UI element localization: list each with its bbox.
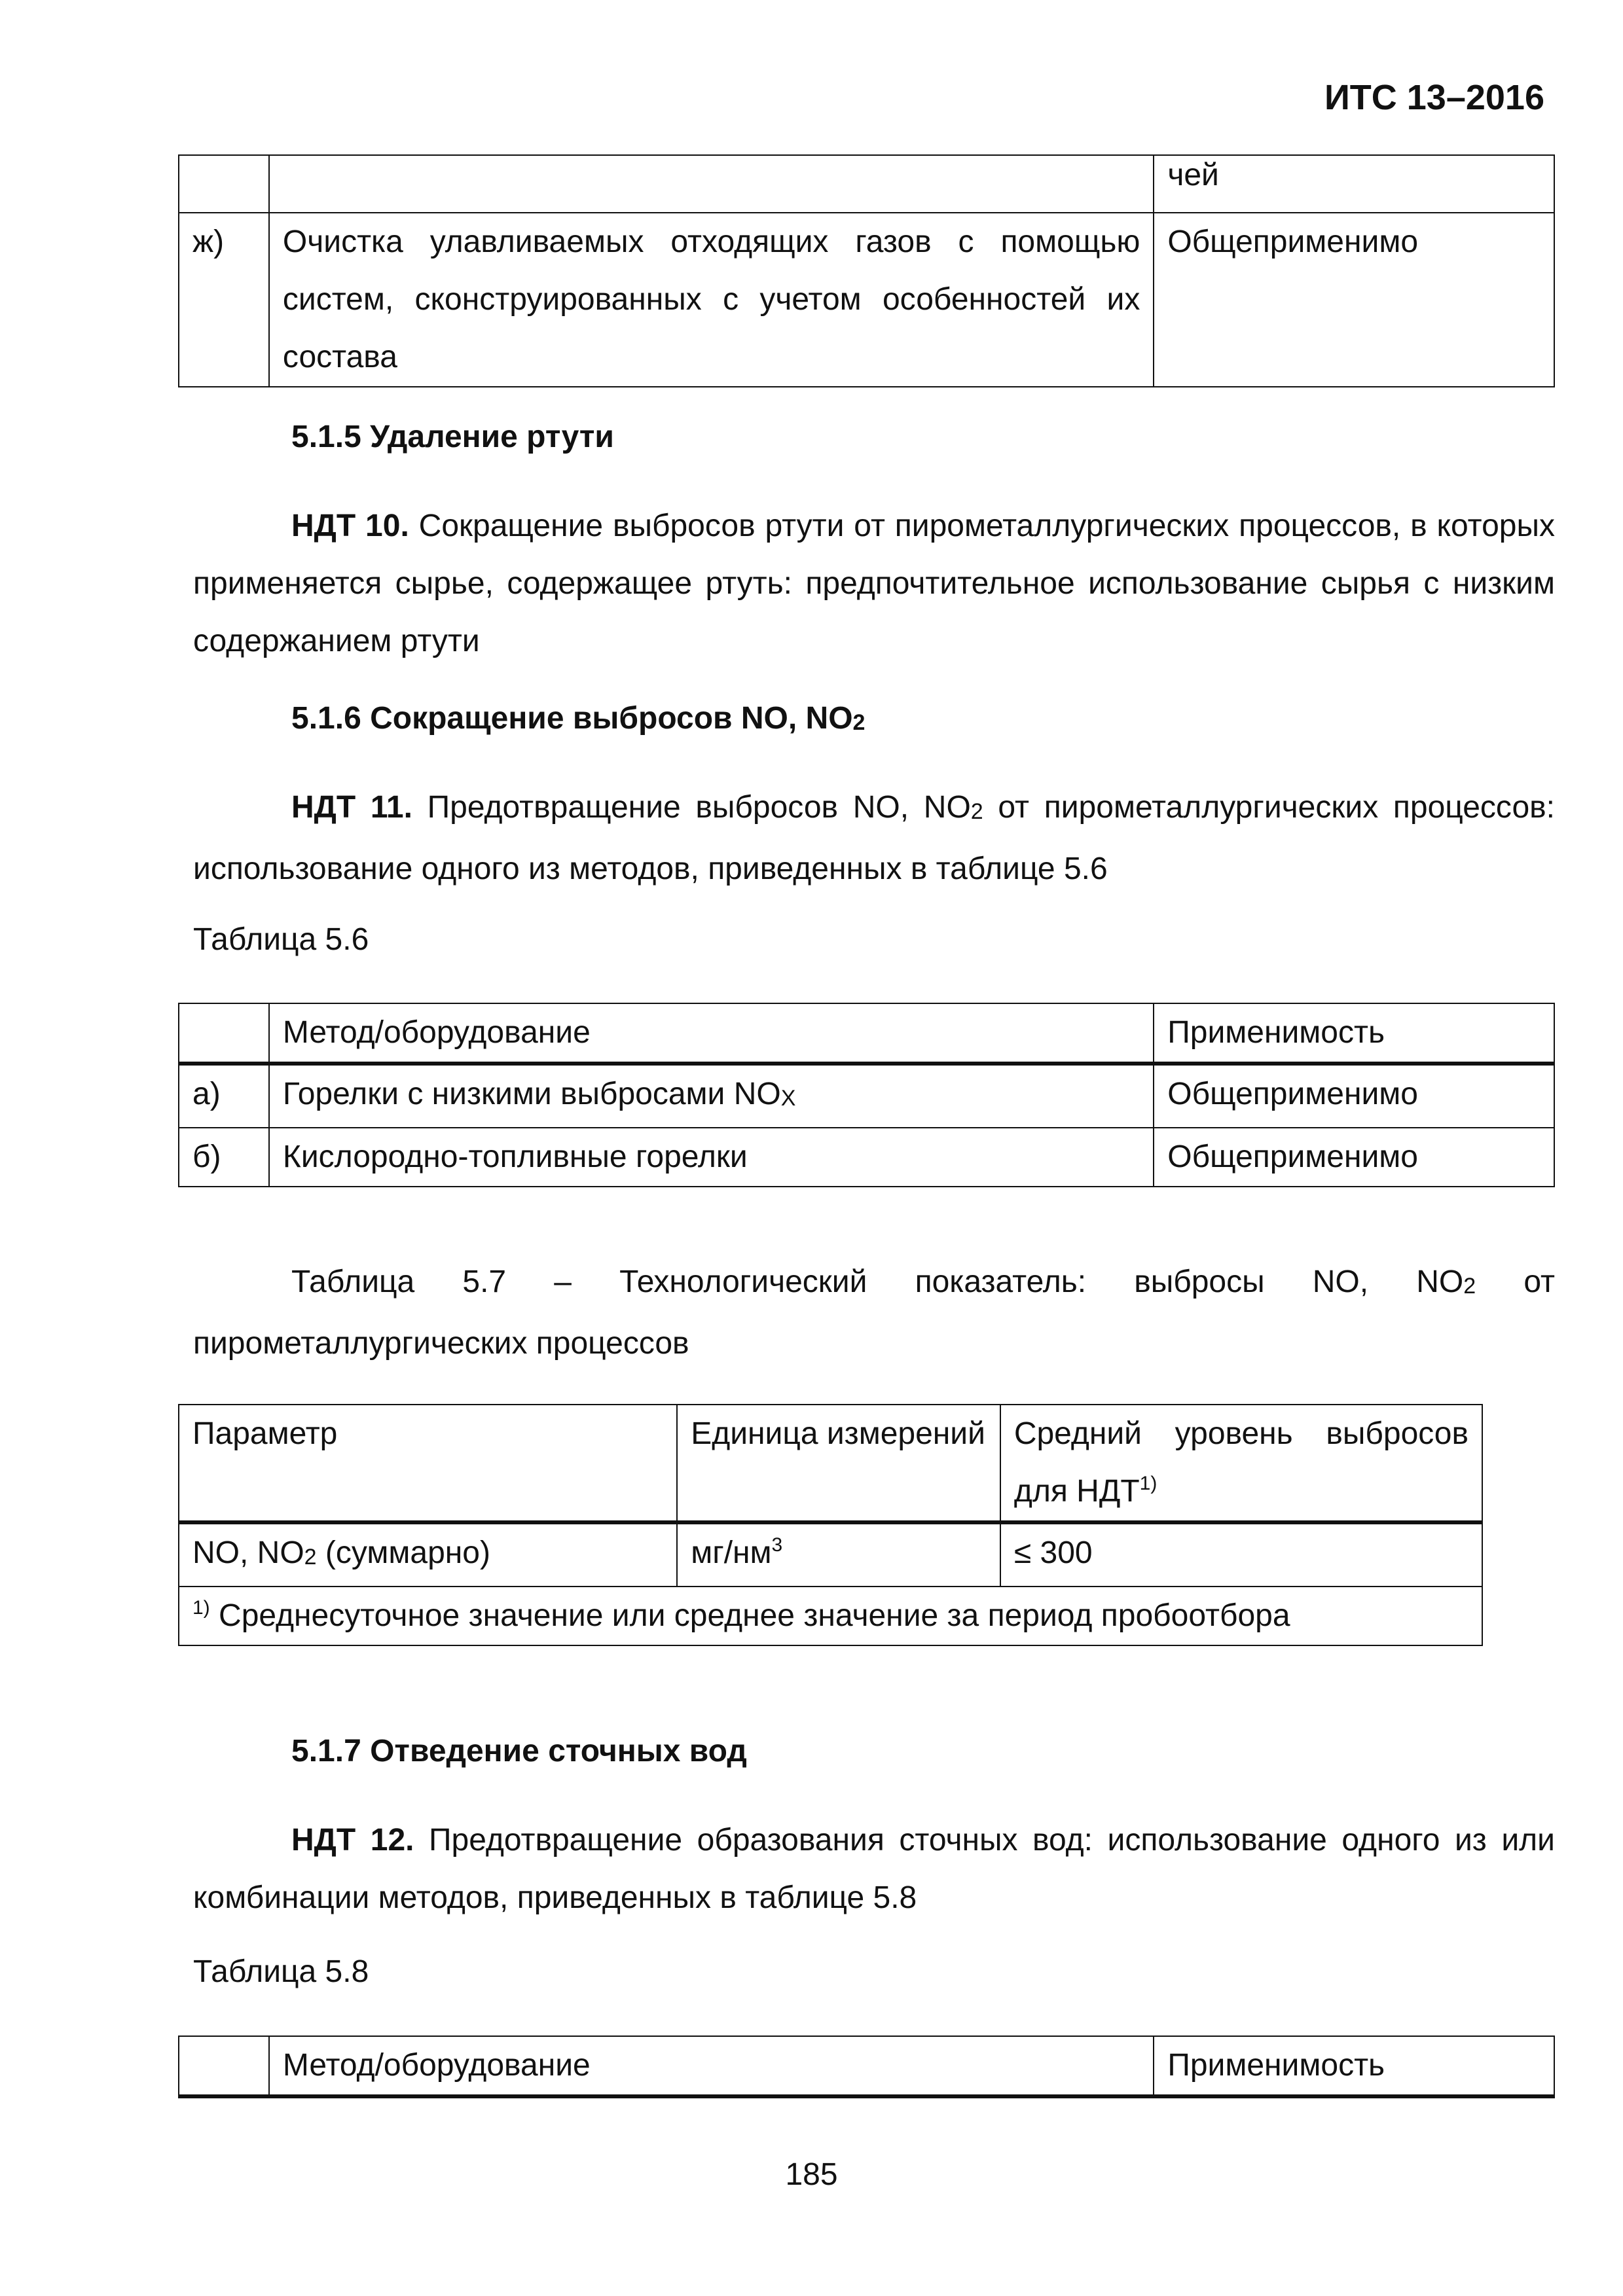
footnote-cell: [179, 1587, 1482, 1645]
header-id-cell: [179, 1003, 269, 1064]
table-footnote-row: [179, 1587, 1482, 1645]
table-row: [179, 1064, 1554, 1128]
header-method-cell: Метод/оборудование: [269, 1003, 1154, 1064]
unit-cell: [677, 1522, 1000, 1587]
method-text: Горелки с низкими выбросами NO: [282, 1077, 781, 1111]
applicability-cell: Общеприменимо: [1154, 1128, 1554, 1187]
caption-text: от пирометаллургических процессов: [193, 1265, 1555, 1361]
subscript: 2: [852, 710, 866, 735]
subscript: 2: [970, 799, 983, 824]
header-param-cell: Параметр: [179, 1405, 677, 1522]
superscript: 3: [771, 1534, 783, 1556]
ndt-11-paragraph: [193, 779, 1555, 898]
method-cell: Очистка улавливаемых отходящих газов с помощью систем, сконструированных с учетом особенностей их состава: [269, 213, 1154, 387]
footnote-marker: 1): [192, 1597, 210, 1619]
ndt-text: Сокращение выбросов ртути от пирометаллургических процессов, в которых применяется сырье, содержащее ртуть: предпочтительное использование сырья с низким содержанием ртути: [193, 509, 1555, 658]
row-id-cell: [179, 155, 269, 213]
table-header-row: [179, 1405, 1482, 1522]
table-header-row: [179, 1003, 1554, 1064]
table-header-row: [179, 2036, 1554, 2096]
footnote-marker: 1): [1139, 1473, 1158, 1494]
header-applicability-cell: Применимость: [1154, 2036, 1554, 2096]
page-number: 185: [785, 2157, 838, 2192]
table-caption: [193, 1253, 1555, 1372]
method-cell: [269, 155, 1154, 213]
row-id-cell: б): [179, 1128, 269, 1187]
header-level-cell: [1000, 1405, 1482, 1522]
table-continuation: [178, 154, 1555, 387]
applicability-cell: Общеприменимо: [1154, 213, 1554, 387]
header-method-cell: Метод/оборудование: [269, 2036, 1154, 2096]
row-id-cell: а): [179, 1064, 269, 1128]
ndt-text: от пирометаллургических процессов: использование одного из методов, приведенных в таблице 5.6: [193, 790, 1555, 886]
header-applicability-cell: Применимость: [1154, 1003, 1554, 1064]
ndt-text: Предотвращение выбросов NO, NO: [412, 790, 971, 825]
table-5-7: [178, 1404, 1483, 1646]
param-text: NO, NO: [192, 1535, 304, 1570]
row-id-cell: ж): [179, 213, 269, 387]
section-heading-5-1-6: [291, 700, 865, 736]
table-row: [179, 213, 1554, 387]
footnote-text: Среднесуточное значение или среднее значение за период пробоотбора: [210, 1598, 1290, 1633]
subscript: 2: [304, 1545, 317, 1570]
table-row: [179, 1128, 1554, 1187]
table-caption: Таблица 5.8: [193, 1954, 369, 1989]
table-caption: Таблица 5.6: [193, 922, 369, 957]
param-cell: [179, 1522, 677, 1587]
ndt-label: НДТ 12.: [291, 1823, 414, 1857]
caption-text: Таблица 5.7 – Технологический показатель: выбросы NO, NO: [291, 1265, 1464, 1299]
method-cell: [269, 1064, 1154, 1128]
value-cell: ≤ 300: [1000, 1522, 1482, 1587]
header-unit-cell: Единица измерений: [677, 1405, 1000, 1522]
ndt-label: НДТ 11.: [291, 790, 412, 825]
param-text: (суммарно): [316, 1535, 490, 1570]
unit-text: мг/нм: [691, 1535, 772, 1570]
ndt-label: НДТ 10.: [291, 509, 409, 543]
ndt-text: Предотвращение образования сточных вод: использование одного из или комбинации методов, приведенных в таблице 5.8: [193, 1823, 1555, 1915]
table-5-6: [178, 1003, 1555, 1187]
subscript: 2: [1463, 1274, 1476, 1299]
subscript: X: [780, 1086, 796, 1111]
method-cell: [269, 1128, 1154, 1187]
applicability-cell: чей: [1154, 155, 1554, 213]
header-id-cell: [179, 2036, 269, 2096]
heading-text: 5.1.6 Сокращение выбросов NO, NO: [291, 701, 853, 736]
applicability-cell: Общеприменимо: [1154, 1064, 1554, 1128]
section-heading-5-1-7: 5.1.7 Отведение сточных вод: [291, 1734, 747, 1768]
section-heading-5-1-5: 5.1.5 Удаление ртути: [291, 420, 614, 454]
ndt-10-paragraph: [193, 497, 1555, 670]
ndt-12-paragraph: [193, 1812, 1555, 1927]
table-row: [179, 1522, 1482, 1587]
table-5-8: [178, 2036, 1555, 2098]
method-text: Кислородно-топливные горелки: [282, 1139, 748, 1174]
document-code: ИТС 13–2016: [1324, 78, 1544, 117]
level-text: Средний уровень выбросов для НДТ: [1013, 1416, 1468, 1509]
table-row: [179, 155, 1554, 213]
